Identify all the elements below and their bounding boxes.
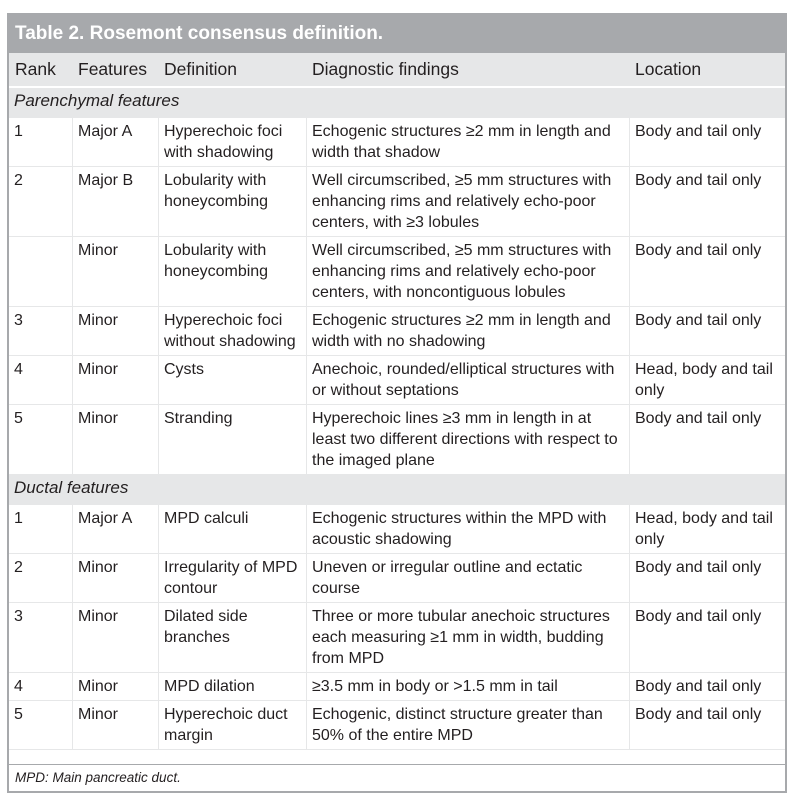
rank-cell (9, 237, 72, 307)
rank-cell: 4 (9, 356, 72, 405)
findings-cell: Hyperechoic lines ≥3 mm in length in at least two different directions with respect to the imaged plane (306, 405, 629, 475)
table-row (9, 356, 785, 405)
location-cell: Body and tail only (629, 701, 785, 750)
header-features: Features (72, 53, 158, 88)
definition-cell: Hyperechoic foci with shadowing (158, 118, 306, 167)
location-cell: Body and tail only (629, 237, 785, 307)
findings-cell: ≥3.5 mm in body or >1.5 mm in tail (306, 673, 629, 701)
findings-cell: Well circumscribed, ≥5 mm structures with enhancing rims and relatively echo-poor centers, with ≥3 lobules (306, 167, 629, 237)
feature-cell: Minor (72, 356, 158, 405)
section-row (9, 88, 785, 118)
feature-cell: Minor (72, 554, 158, 603)
section-label: Parenchymal features (9, 88, 785, 118)
table-row (9, 673, 785, 701)
findings-cell: Well circumscribed, ≥5 mm structures with enhancing rims and relatively echo-poor centers, with noncontiguous lobules (306, 237, 629, 307)
header-definition: Definition (158, 53, 306, 88)
findings-cell: Anechoic, rounded/elliptical structures with or without septations (306, 356, 629, 405)
location-cell: Body and tail only (629, 307, 785, 356)
table-row (9, 405, 785, 475)
findings-cell: Echogenic structures ≥2 mm in length and width that shadow (306, 118, 629, 167)
feature-cell: Minor (72, 603, 158, 673)
table-frame (7, 13, 787, 793)
location-cell: Head, body and tail only (629, 356, 785, 405)
header-row (9, 53, 785, 88)
findings-cell: Echogenic structures ≥2 mm in length and width with no shadowing (306, 307, 629, 356)
rank-cell: 5 (9, 701, 72, 750)
definition-cell: Irregularity of MPD contour (158, 554, 306, 603)
table-row (9, 307, 785, 356)
rank-cell: 5 (9, 405, 72, 475)
table-row (9, 505, 785, 554)
feature-cell: Minor (72, 237, 158, 307)
findings-cell: Echogenic, distinct structure greater than 50% of the entire MPD (306, 701, 629, 750)
feature-cell: Major A (72, 118, 158, 167)
table-body (9, 88, 785, 750)
definition-cell: Lobularity with honeycombing (158, 167, 306, 237)
rank-cell: 3 (9, 307, 72, 356)
definition-cell: Hyperechoic foci without shadowing (158, 307, 306, 356)
definition-cell: MPD calculi (158, 505, 306, 554)
definition-cell: Dilated side branches (158, 603, 306, 673)
feature-cell: Major B (72, 167, 158, 237)
definition-cell: Cysts (158, 356, 306, 405)
feature-cell: Minor (72, 673, 158, 701)
definition-cell: Stranding (158, 405, 306, 475)
rank-cell: 1 (9, 505, 72, 554)
rank-cell: 4 (9, 673, 72, 701)
definition-cell: MPD dilation (158, 673, 306, 701)
table-row (9, 167, 785, 237)
location-cell: Body and tail only (629, 167, 785, 237)
findings-cell: Echogenic structures within the MPD with acoustic shadowing (306, 505, 629, 554)
feature-cell: Minor (72, 701, 158, 750)
location-cell: Head, body and tail only (629, 505, 785, 554)
table-row (9, 118, 785, 167)
table-row (9, 701, 785, 750)
location-cell: Body and tail only (629, 554, 785, 603)
rank-cell: 2 (9, 554, 72, 603)
rank-cell: 3 (9, 603, 72, 673)
feature-cell: Major A (72, 505, 158, 554)
footnote: MPD: Main pancreatic duct. (9, 764, 785, 791)
location-cell: Body and tail only (629, 405, 785, 475)
location-cell: Body and tail only (629, 118, 785, 167)
findings-cell: Uneven or irregular outline and ectatic course (306, 554, 629, 603)
feature-cell: Minor (72, 405, 158, 475)
table-row (9, 554, 785, 603)
header-rank: Rank (9, 53, 72, 88)
rank-cell: 2 (9, 167, 72, 237)
rank-cell: 1 (9, 118, 72, 167)
findings-cell: Three or more tubular anechoic structures each measuring ≥1 mm in width, budding from MPD (306, 603, 629, 673)
rosemont-table (9, 53, 785, 750)
location-cell: Body and tail only (629, 673, 785, 701)
definition-cell: Hyperechoic duct margin (158, 701, 306, 750)
section-row (9, 475, 785, 505)
header-diagnostic-findings: Diagnostic findings (306, 53, 629, 88)
section-label: Ductal features (9, 475, 785, 505)
location-cell: Body and tail only (629, 603, 785, 673)
table-row (9, 603, 785, 673)
table-row (9, 237, 785, 307)
table-title: Table 2. Rosemont consensus definition. (9, 15, 785, 53)
feature-cell: Minor (72, 307, 158, 356)
definition-cell: Lobularity with honeycombing (158, 237, 306, 307)
header-location: Location (629, 53, 785, 88)
